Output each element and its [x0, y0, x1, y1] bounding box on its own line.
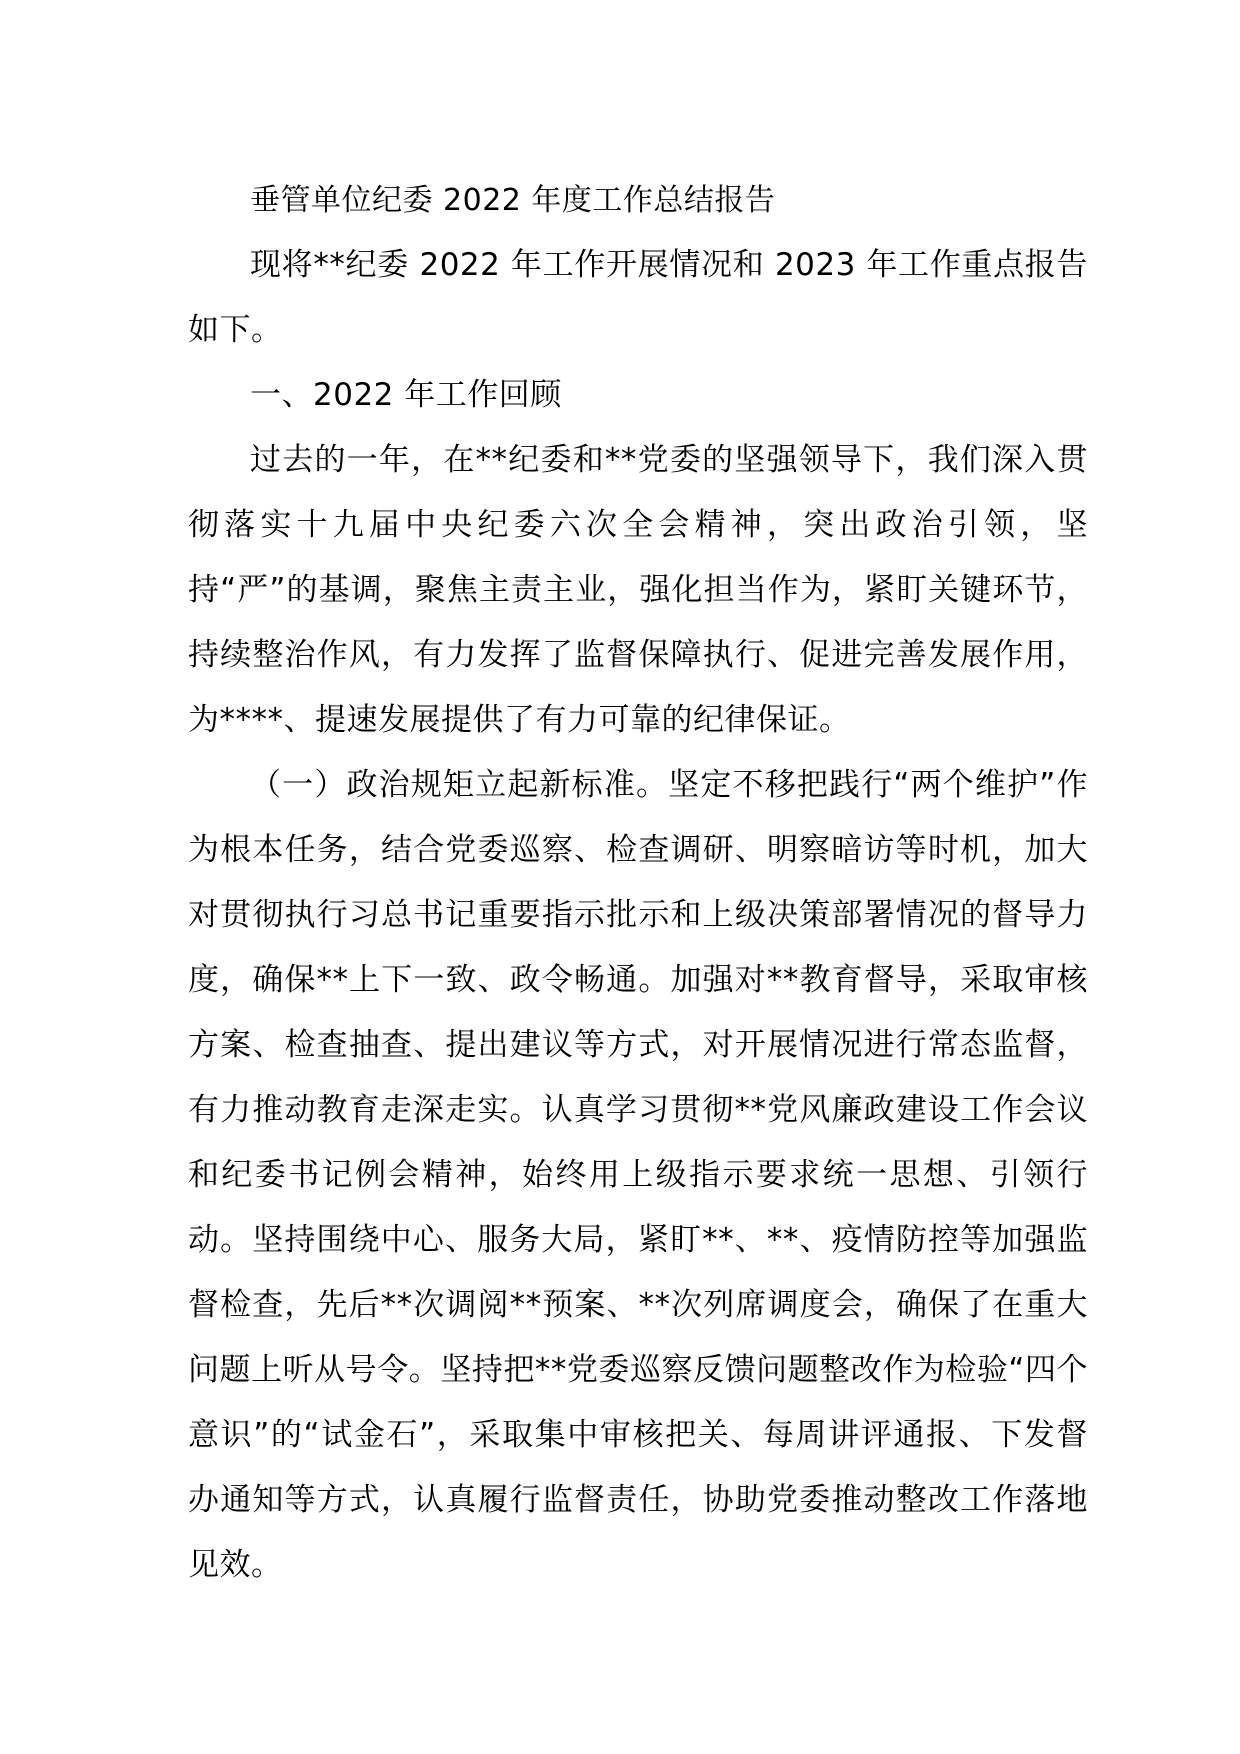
- document-body: [188, 168, 1088, 1598]
- overview-paragraph: 过去的一年，在**纪委和**党委的坚强领导下，我们深入贯彻落实十九届中央纪委六次全会精神，突出政治引领，坚持“严”的基调，聚焦主责主业，强化担当作为，紧盯关键环节，持续整治作风，有力发挥了监督保障执行、促进完善发展作用，为****、提速发展提供了有力可靠的纪律保证。: [188, 442, 1088, 738]
- intro-paragraph: 现将**纪委 2022 年工作开展情况和 2023 年工作重点报告如下。: [188, 247, 1088, 348]
- item-paragraph-1: （一）政治规矩立起新标准。坚定不移把践行“两个维护”作为根本任务，结合党委巡察、检查调研、明察暗访等时机，加大对贯彻执行习总书记重要指示批示和上级决策部署情况的督导力度，确保**上下一致、政令畅通。加强对**教育督导，采取审核方案、检查抽查、提出建议等方式，对开展情况进行常态监督，有力推动教育走深走实。认真学习贯彻**党风廉政建设工作会议和纪委书记例会精神，始终用上级指示要求统一思想、引领行动。坚持围绕中心、服务大局，紧盯**、**、疫情防控等加强监督检查，先后**次调阅**预案、**次列席调度会，确保了在重大问题上听从号令。坚持把**党委巡察反馈问题整改作为检验“四个意识”的“试金石”，采取集中审核把关、每周讲评通报、下发督办通知等方式，认真履行监督责任，协助党委推动整改工作落地见效。: [188, 767, 1088, 1583]
- section-heading: 一、2022 年工作回顾: [250, 377, 562, 413]
- document-title: 垂管单位纪委 2022 年度工作总结报告: [250, 183, 776, 218]
